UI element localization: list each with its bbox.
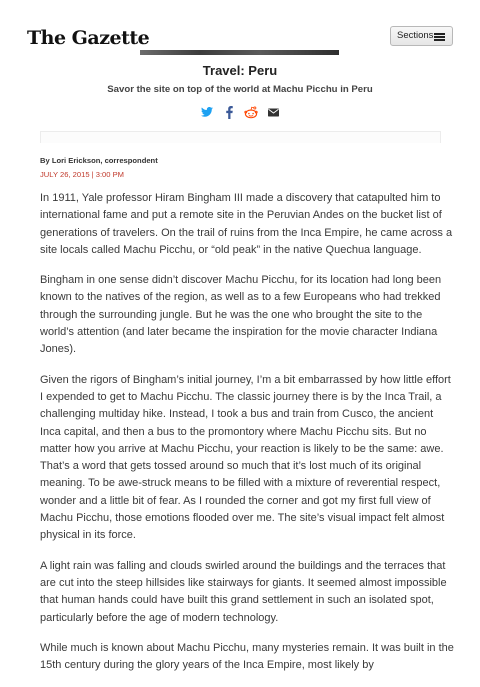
share-bar [200,104,280,120]
author-byline: By Lori Erickson, correspondent [40,156,158,165]
facebook-icon[interactable] [222,105,236,119]
article-paragraph: A light rain was falling and clouds swirled around the buildings and the terraces that are cut into the steep hillsides like stairways for giants. It seemed almost impossible that human hands could have built this grand settlement in such an isolated spot, particularly before the age of modern technology. [40,559,447,624]
article-body [40,190,454,687]
article-kicker: Travel: Peru [202,63,278,78]
reddit-icon[interactable] [244,105,258,119]
sections-menu-button[interactable] [390,26,453,46]
article-paragraph: Given the rigors of Bingham’s initial journey, I’m a bit embarrassed by how little effort I expended to get to Machu Picchu. The classic journey there is by the Inca Trail, a challenging multiday hike. Instead, I took a bus and train from Cusco, the ancient Inca capital, and then a bus to the promontory where Machu Picchu sits. But no matter how you arrive at Machu Picchu, your reaction is likely to be the same: awe. That’s a word that gets tossed around so much that it’s lost much of its original meaning. To be awe-struck means to be filled with a mixture of reverential respect, wonder and a little bit of fear. As I rounded the corner and got my first full view of Machu Picchu, those emotions flooded over me. The site’s visual impact felt almost physical in its force. [40,373,451,542]
ad-placeholder [40,131,441,143]
hamburger-menu-icon [434,33,445,41]
article-paragraph: Bingham in one sense didn’t discover Machu Picchu, for its location had long been known to the natives of the region, as well as to a few Europeans who had trekked through the surrounding jungle. But he was the one who brought the site to the world’s attention (and later became the inspiration for the movie character Indiana Jones). [40,274,442,356]
site-logo[interactable]: The Gazette [27,27,150,49]
publish-date: JULY 26, 2015 | 3:00 PM [40,170,125,179]
article-headline: Savor the site on top of the world at Machu Picchu in Peru [107,84,373,95]
site-header [0,0,480,52]
sections-button-label: Sections [397,30,434,42]
twitter-icon[interactable] [200,105,214,119]
hero-image [140,50,339,55]
article-paragraph: While much is known about Machu Picchu, many mysteries remain. It was built in the 15th century during the glory years of the Inca Empire, most likely by [40,641,454,672]
email-icon[interactable] [266,105,280,119]
article-paragraph: In 1911, Yale professor Hiram Bingham III made a discovery that catapulted him to international fame and put a remote site in the Peruvian Andes on the bucket list of generations of travelers. On the trail of ruins from the Inca Empire, he came across a site locals called Machu Picchu, or “old peak” in the native Quechua language. [40,192,453,256]
